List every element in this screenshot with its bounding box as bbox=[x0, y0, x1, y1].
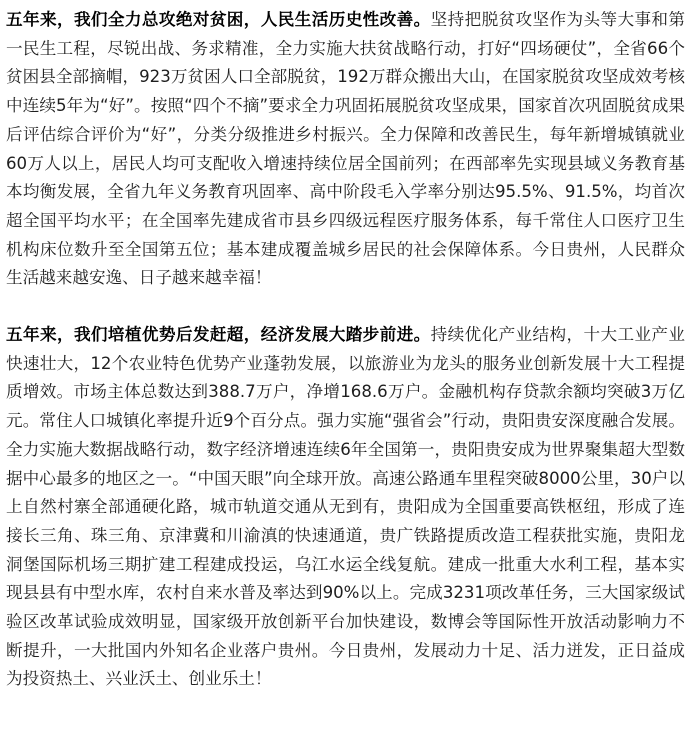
paragraph-lead-heading: 五年来，我们培植优势后发赶超，经济发展大踏步前进。 bbox=[6, 325, 431, 345]
paragraph-economic-development bbox=[6, 321, 685, 694]
paragraph-body-text: 持续优化产业结构，十大工业产业快速壮大，12个农业特色优势产业蓬勃发展，以旅游业为龙头的服务业创新发展十大工程提质增效。市场主体总数达到388.7万户，净增168.6万户。金融机构存贷款余额均突破3万亿元。常住人口城镇化率提升近9个百分点。强力实施“强省会”行动，贵阳贵安深度融合发展。全力实施大数据战略行动，数字经济增速连续6年全国第一，贵阳贵安成为世界聚集超大型数据中心最多的地区之一。“中国天眼”向全球开放。高速公路通车里程突破8000公里，30户以上自然村寨全部通硬化路，城市轨道交通从无到有，贵阳成为全国重要高铁枢纽，形成了连接长三角、珠三角、京津冀和川渝滇的快速通道，贵广铁路提质改造工程获批实施，贵阳龙洞堡国际机场三期扩建工程建成投运，乌江水运全线复航。建成一批重大水利工程，基本实现县县有中型水库，农村自来水普及率达到90%以上。完成3231项改革任务，三大国家级试验区改革试验成效明显，国家级开放创新平台加快建设，数博会等国际性开放活动影响力不断提升，一大批国内外知名企业落户贵州。今日贵州，发展动力十足、活力迸发，正日益成为投资热土、兴业沃土、创业乐土！ bbox=[6, 325, 686, 689]
paragraph-body-text: 坚持把脱贫攻坚作为头等大事和第一民生工程，尽锐出战、务求精准，全力实施大扶贫战略行动，打好“四场硬仗”，全省66个贫困县全部摘帽，923万贫困人口全部脱贫，192万群众搬出大山，在国家脱贫攻坚成效考核中连续5年为“好”。按照“四个不摘”要求全力巩固拓展脱贫攻坚成果，国家首次巩固脱贫成果后评估综合评价为“好”，分类分级推进乡村振兴。全力保障和改善民生，每年新增城镇就业60万人以上，居民人均可支配收入增速持续位居全国前列；在西部率先实现县域义务教育基本均衡发展，全省九年义务教育巩固率、高中阶段毛入学率分别达95.5%、91.5%，均首次超全国平均水平；在全国率先建成省市县乡四级远程医疗服务体系，每千常住人口医疗卫生机构床位数升至全国第五位；基本建成覆盖城乡居民的社会保障体系。今日贵州，人民群众生活越来越安逸、日子越来越幸福！ bbox=[6, 10, 686, 288]
paragraph-lead-heading: 五年来，我们全力总攻绝对贫困，人民生活历史性改善。 bbox=[6, 10, 431, 29]
paragraph-poverty-alleviation bbox=[6, 6, 685, 293]
